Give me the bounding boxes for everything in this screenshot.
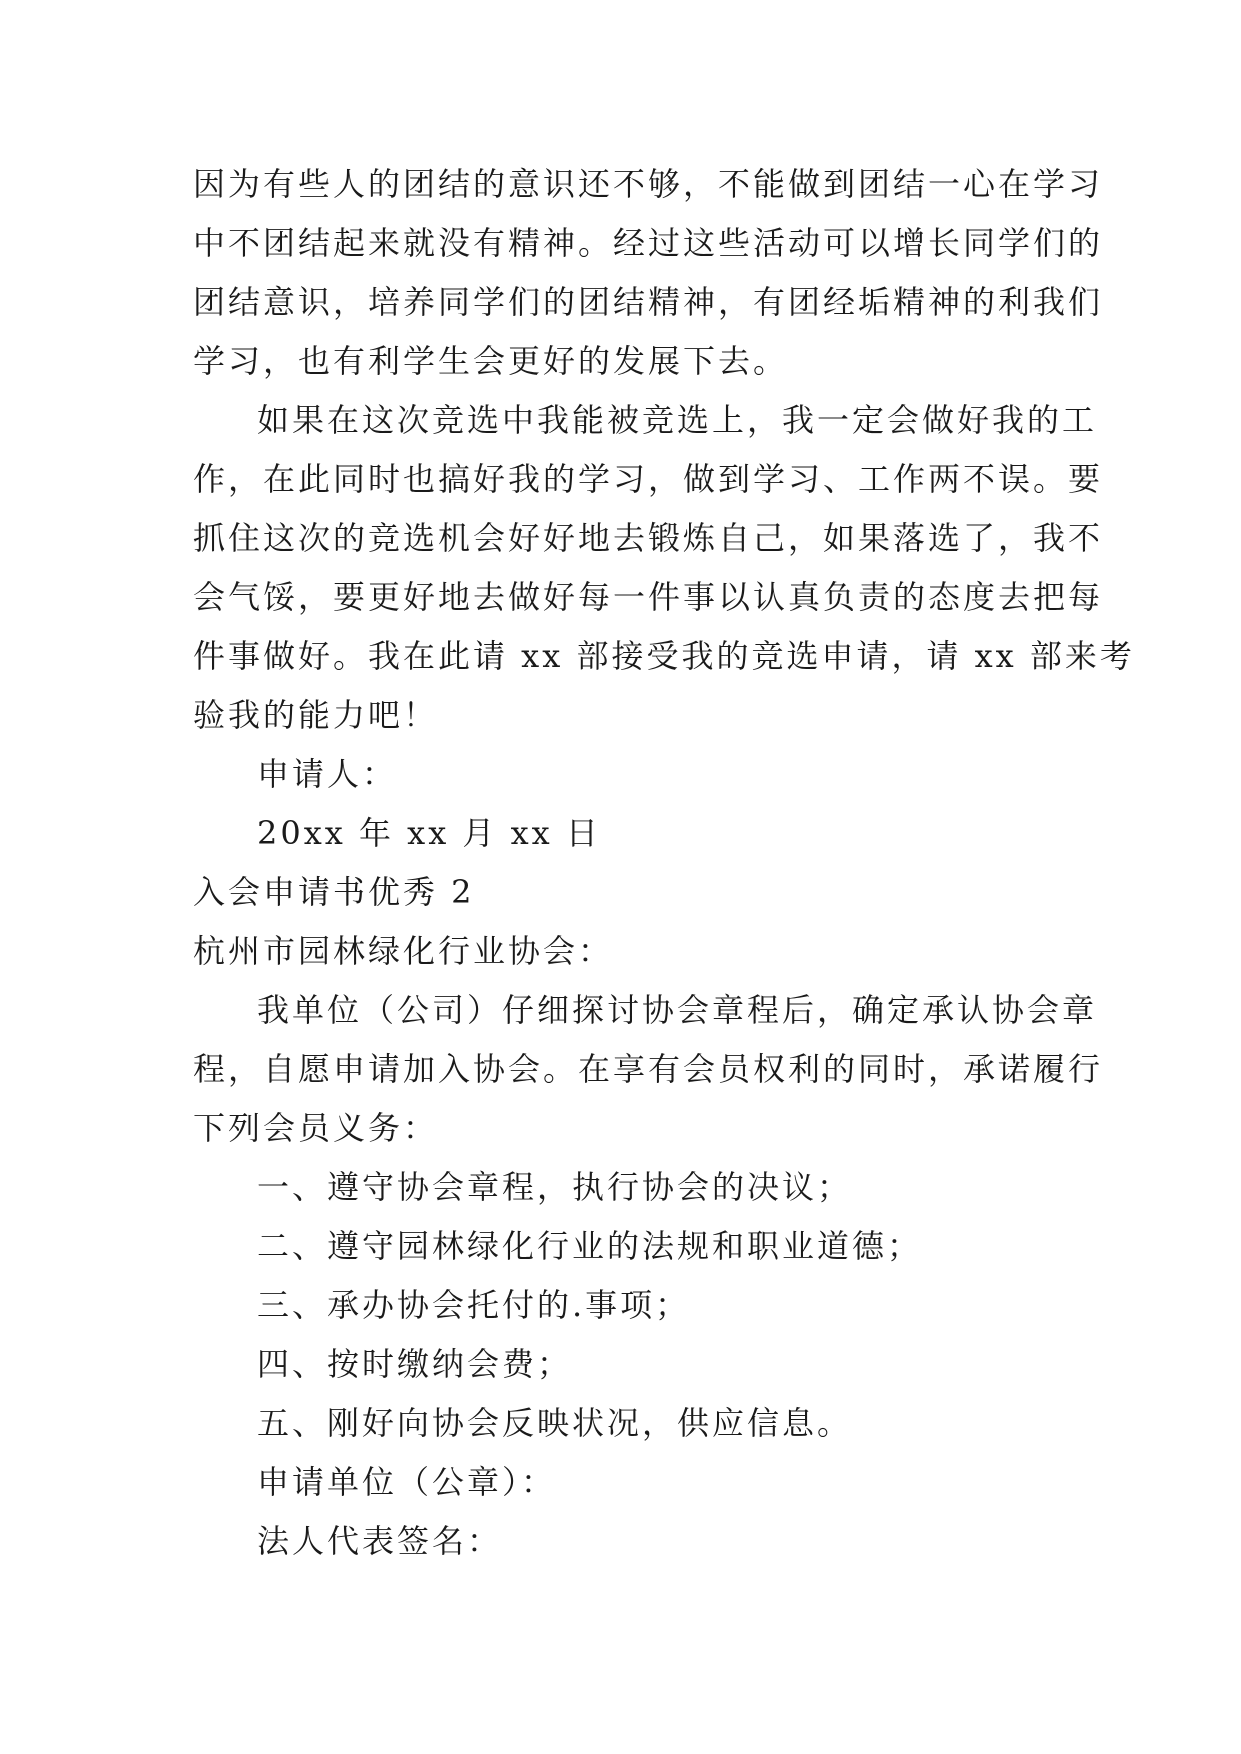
text-line: 三、承办协会托付的.事项； — [257, 1286, 691, 1324]
text-line: 入会申请书优秀 2 — [193, 873, 475, 911]
text-line: 中不团结起来就没有精神。经过这些活动可以增长同学们的 — [193, 224, 1104, 262]
text-line: 作，在此同时也搞好我的学习，做到学习、工作两不误。要 — [193, 460, 1104, 498]
text-line: 申请单位（公章）： — [257, 1463, 557, 1501]
text-line: 五、刚好向协会反映状况，供应信息。 — [257, 1404, 853, 1442]
text-line: 团结意识，培养同学们的团结精神，有团经垢精神的利我们 — [193, 283, 1104, 321]
text-line: 四、按时缴纳会费； — [257, 1345, 573, 1383]
text-line: 程，自愿申请加入协会。在享有会员权利的同时，承诺履行 — [193, 1050, 1104, 1088]
text-line: 抓住这次的竞选机会好好地去锻炼自己，如果落选了，我不 — [193, 519, 1104, 557]
text-line: 验我的能力吧！ — [193, 696, 439, 734]
text-line: 20xx 年 xx 月 xx 日 — [257, 814, 601, 852]
text-line: 下列会员义务： — [193, 1109, 439, 1147]
text-line: 杭州市园林绿化行业协会： — [193, 932, 614, 970]
text-line: 申请人： — [257, 755, 398, 793]
text-line: 我单位（公司）仔细探讨协会章程后，确定承认协会章 — [257, 991, 1098, 1029]
text-line: 因为有些人的团结的意识还不够，不能做到团结一心在学习 — [193, 165, 1104, 203]
text-line: 件事做好。我在此请 xx 部接受我的竞选申请，请 xx 部来考 — [193, 637, 1135, 675]
text-line: 学习，也有利学生会更好的发展下去。 — [193, 342, 789, 380]
text-line: 二、遵守园林绿化行业的法规和职业道德； — [257, 1227, 923, 1265]
text-line: 法人代表签名： — [257, 1522, 503, 1560]
text-line: 一、遵守协会章程，执行协会的决议； — [257, 1168, 853, 1206]
text-line: 如果在这次竞选中我能被竞选上，我一定会做好我的工 — [257, 401, 1098, 439]
document-body — [193, 155, 1135, 1571]
text-line: 会气馁，要更好地去做好每一件事以认真负责的态度去把每 — [193, 578, 1104, 616]
